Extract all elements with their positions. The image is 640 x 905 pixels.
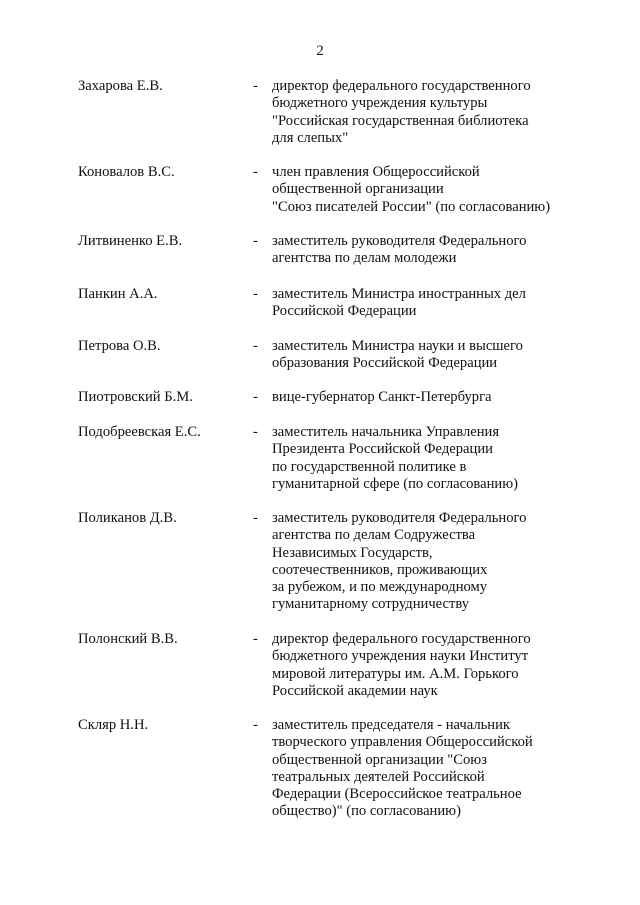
- member-role: [272, 424, 632, 493]
- member-role-line: вице-губернатор Санкт-Петербурга: [272, 389, 492, 405]
- member-name: Захарова Е.В.: [78, 78, 163, 94]
- separator-dash: -: [253, 338, 258, 354]
- member-role: [272, 631, 632, 700]
- separator-dash: -: [253, 78, 258, 94]
- member-role-line: гуманитарной сфере (по согласованию): [272, 475, 518, 492]
- member-name: Панкин А.А.: [78, 286, 158, 302]
- member-role-line: соотечественников, проживающих: [272, 561, 488, 578]
- member-role-line: общественной организации: [272, 181, 444, 198]
- member-role-line: Президента Российской Федерации: [272, 441, 493, 458]
- member-role-line: по государственной политике в: [272, 458, 467, 475]
- separator-dash: -: [253, 286, 258, 302]
- member-role-line: агентства по делам Содружества: [272, 527, 476, 544]
- member-role-line: гуманитарному сотрудничеству: [272, 596, 470, 613]
- member-role-line: заместитель руководителя Федерального: [272, 233, 527, 249]
- member-role: [272, 510, 632, 614]
- member-role-line: образования Российской Федерации: [272, 355, 498, 372]
- member-role: [272, 389, 632, 406]
- member-role: [272, 286, 632, 321]
- separator-dash: -: [253, 510, 258, 526]
- member-role: [272, 164, 632, 216]
- member-role-line: общественной организации "Союз: [272, 751, 487, 768]
- member-role: [272, 717, 632, 821]
- member-role-line: Федерации (Всероссийское театральное: [272, 786, 522, 803]
- page-number: 2: [316, 43, 324, 59]
- separator-dash: -: [253, 389, 258, 405]
- member-role-line: творческого управления Общероссийской: [272, 734, 533, 751]
- member-role-line: заместитель Министра иностранных дел: [272, 286, 526, 302]
- member-role-line: общество)" (по согласованию): [272, 803, 461, 820]
- separator-dash: -: [253, 631, 258, 647]
- member-role-line: заместитель Министра науки и высшего: [272, 338, 523, 354]
- member-role-line: директор федерального государственного: [272, 631, 531, 647]
- member-name: Поликанов Д.В.: [78, 510, 177, 526]
- member-role-line: заместитель начальника Управления: [272, 424, 500, 440]
- separator-dash: -: [253, 424, 258, 440]
- member-role-line: Российской академии наук: [272, 682, 438, 699]
- member-name: Коновалов В.С.: [78, 164, 175, 180]
- member-name: Петрова О.В.: [78, 338, 161, 354]
- member-role-line: театральных деятелей Российской: [272, 768, 485, 785]
- member-name: Скляр Н.Н.: [78, 717, 149, 733]
- member-role-line: бюджетного учреждения науки Институт: [272, 648, 529, 665]
- member-role: [272, 338, 632, 373]
- member-role-line: бюджетного учреждения культуры: [272, 95, 488, 112]
- member-role-line: директор федерального государственного: [272, 78, 531, 94]
- member-role: [272, 78, 632, 147]
- member-role-line: "Российская государственная библиотека: [272, 112, 529, 129]
- member-name: Подобреевская Е.С.: [78, 424, 201, 440]
- member-name: Пиотровский Б.М.: [78, 389, 193, 405]
- member-role-line: за рубежом, и по международному: [272, 579, 488, 596]
- separator-dash: -: [253, 233, 258, 249]
- member-role-line: агентства по делам молодежи: [272, 250, 457, 267]
- member-role-line: Независимых Государств,: [272, 544, 433, 561]
- member-role-line: для слепых": [272, 129, 349, 146]
- member-role-line: Российской Федерации: [272, 303, 417, 320]
- member-role-line: член правления Общероссийской: [272, 164, 480, 180]
- member-role-line: заместитель председателя - начальник: [272, 717, 511, 733]
- separator-dash: -: [253, 164, 258, 180]
- member-name: Полонский В.В.: [78, 631, 178, 647]
- member-role: [272, 233, 632, 268]
- member-role-line: заместитель руководителя Федерального: [272, 510, 527, 526]
- separator-dash: -: [253, 717, 258, 733]
- member-role-line: мировой литературы им. А.М. Горького: [272, 665, 519, 682]
- member-name: Литвиненко Е.В.: [78, 233, 183, 249]
- member-role-line: "Союз писателей России" (по согласованию): [272, 198, 551, 215]
